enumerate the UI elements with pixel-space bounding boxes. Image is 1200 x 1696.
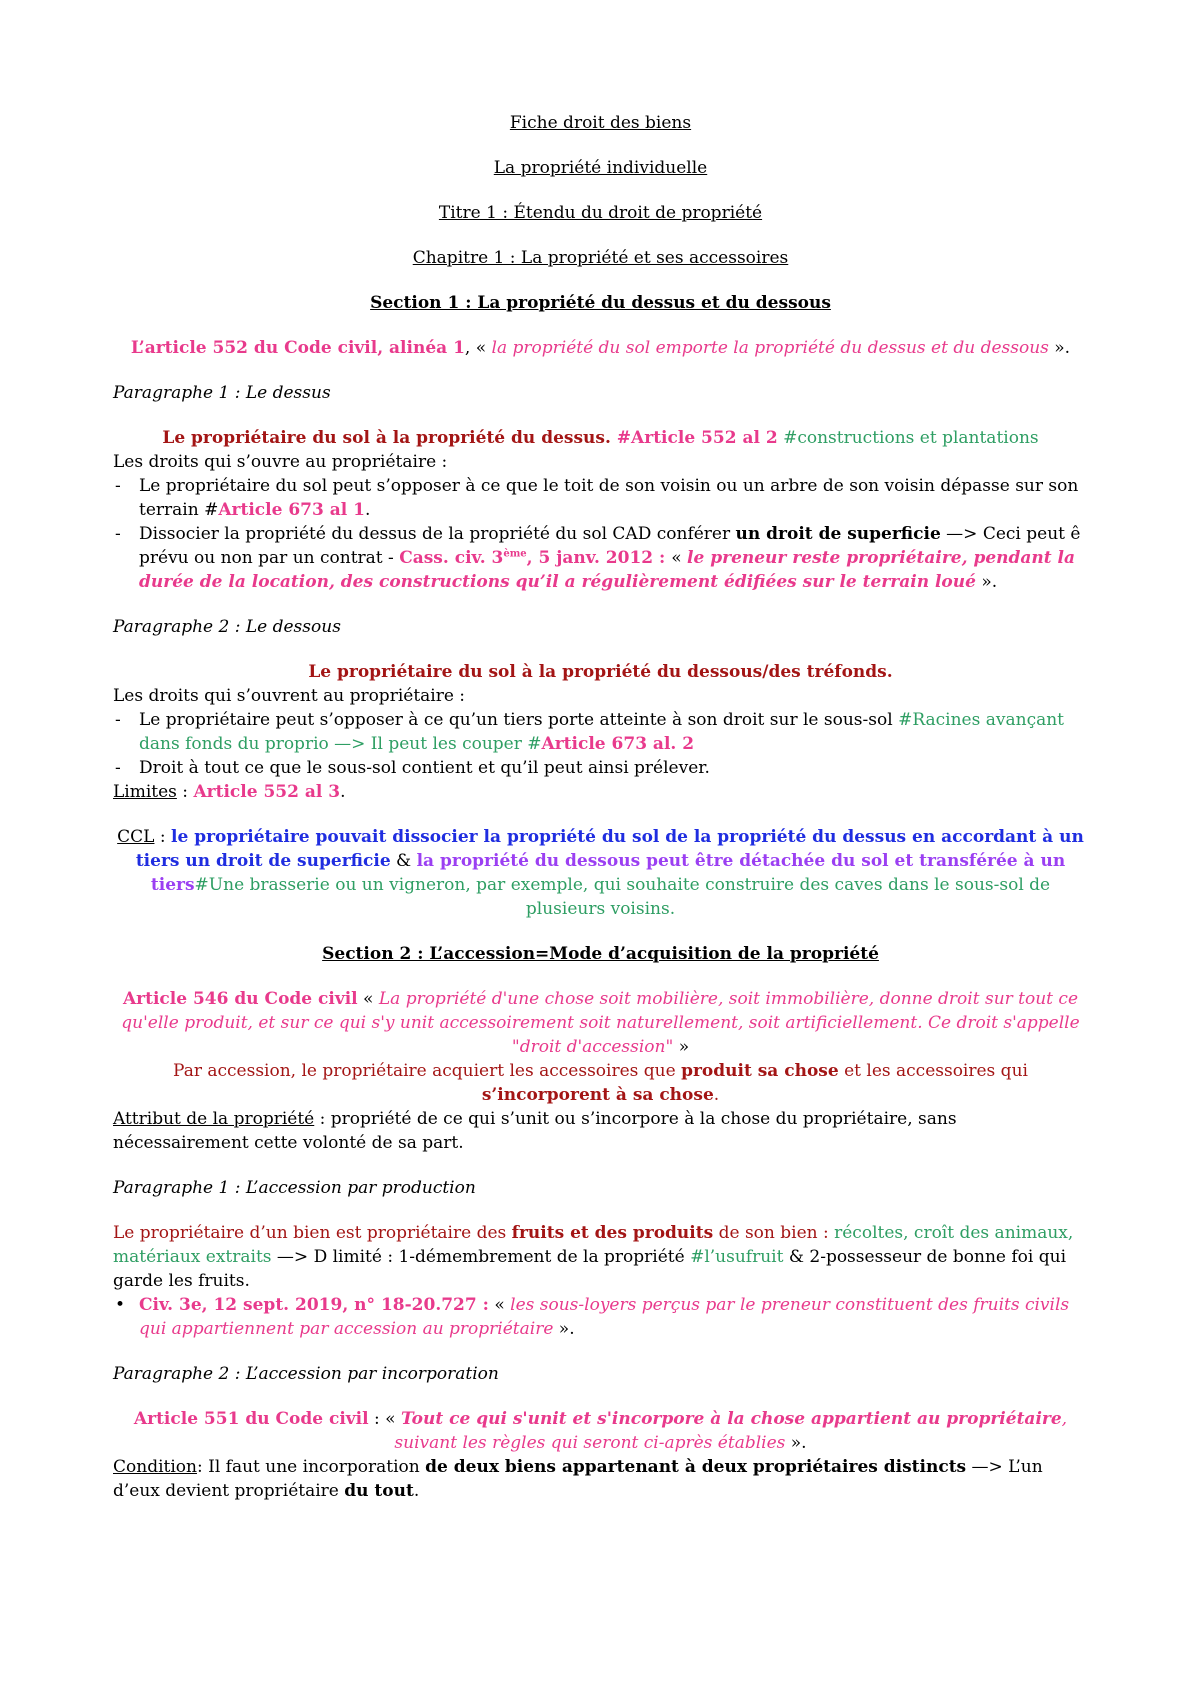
chapter-1: Chapitre 1 : La propriété et ses accessoires — [412, 248, 789, 268]
accession-production-title: Paragraphe 1 : L’accession par production — [113, 1178, 476, 1198]
paragraph-2-heading: Le propriétaire du sol à la propriété du dessous/des tréfonds. — [308, 662, 893, 682]
paragraph-2-list — [113, 708, 1088, 780]
paragraph-1-heading: Le propriétaire du sol à la propriété du dessus. #Article 552 al 2 #constructions et plantations — [162, 428, 1039, 448]
accession-incorporation-title: Paragraphe 2 : L’accession par incorporation — [113, 1364, 499, 1384]
accession-text: Par accession, le propriétaire acquiert les accessoires que produit sa chose et les accessoires qui s’incorporent à sa chose. — [173, 1061, 1028, 1105]
list-item: - Droit à tout ce que le sous-sol contient et qu’il peut ainsi prélever. — [115, 758, 710, 778]
paragraph-1-list — [113, 474, 1088, 594]
list-item: - Le propriétaire peut s’opposer à ce qu’un tiers porte atteinte à son droit sur le sous-sol #Racines avançant dans fonds du proprio —> Il peut les couper #Article 673 al. 2 — [115, 710, 1065, 754]
section-2-heading: Section 2 : L’accession=Mode d’acquisition de la propriété — [322, 944, 879, 964]
attribut-line: Attribut de la propriété : propriété de ce qui s’unit ou s’incorpore à la chose du propriétaire, sans nécessairement cette volonté de sa part. — [113, 1109, 957, 1153]
paragraph-1-title: Paragraphe 1 : Le dessus — [113, 383, 331, 403]
paragraph-2-intro: Les droits qui s’ouvrent au propriétaire : — [113, 686, 466, 706]
article-546-quote: Article 546 du Code civil « La propriété d'une chose soit mobilière, soit immobilière, donne droit sur tout ce qu'elle produit, et sur ce qui s'y unit accessoirement soit naturellement, soit artificiellement. Ce droit s'appelle "droit d'accession" » — [121, 989, 1080, 1057]
list-item: - Dissocier la propriété du dessus de la propriété du sol CAD conférer un droit de superficie —> Ceci peut ê prévu ou non par un contrat - Cass. civ. 3ème, 5 janv. 2012 : « le preneur reste propriétaire, pendant la durée de la location, des constructions qu’il a régulièrement édifiées sur le terrain loué ». — [115, 524, 1081, 592]
list-item: • Civ. 3e, 12 sept. 2019, n° 18-20.727 : « les sous-loyers perçus par le preneur constituent des fruits civils qui appartiennent par accession au propriétaire ». — [115, 1295, 1070, 1339]
civ-list — [113, 1293, 1088, 1341]
list-item: - Le propriétaire du sol peut s’opposer à ce que le toit de son voisin ou un arbre de son voisin dépasse sur son terrain #Article 673 al 1. — [115, 476, 1079, 520]
ccl-conclusion: CCL : le propriétaire pouvait dissocier la propriété du sol de la propriété du dessus en accordant à un tiers un droit de superficie & la propriété du dessous peut être détachée du sol et transférée à un tiers#Une brasserie ou un vigneron, par exemple, qui souhaite construire des caves dans le sous-sol de plusieurs voisins. — [117, 827, 1084, 919]
fruits-paragraph: Le propriétaire d’un bien est propriétaire des fruits et des produits de son bien : récoltes, croît des animaux, matériaux extraits —> D limité : 1-démembrement de la propriété #l’usufruit & 2-possesseur de bonne foi qui garde les fruits. — [113, 1223, 1074, 1291]
doc-title: Fiche droit des biens — [509, 113, 692, 133]
condition-line: Condition: Il faut une incorporation de deux biens appartenant à deux propriétaires distincts —> L’un d’eux devient propriétaire du tout. — [113, 1457, 1043, 1501]
document-body — [113, 111, 1088, 1503]
article-552-quote: L’article 552 du Code civil, alinéa 1, « la propriété du sol emporte la propriété du dessus et du dessous ». — [130, 338, 1071, 358]
article-551-quote: Article 551 du Code civil : « Tout ce qui s'unit et s'incorpore à la chose appartient au propriétaire, suivant les règles qui seront ci-après établies ». — [133, 1409, 1068, 1453]
section-1-heading: Section 1 : La propriété du dessus et du dessous — [370, 293, 831, 313]
limites-line: Limites : Article 552 al 3. — [113, 782, 346, 802]
paragraph-2-title: Paragraphe 2 : Le dessous — [113, 617, 341, 637]
paragraph-1-intro: Les droits qui s’ouvre au propriétaire : — [113, 452, 448, 472]
doc-subtitle: La propriété individuelle — [493, 158, 708, 178]
title-1: Titre 1 : Étendu du droit de propriété — [438, 203, 763, 223]
